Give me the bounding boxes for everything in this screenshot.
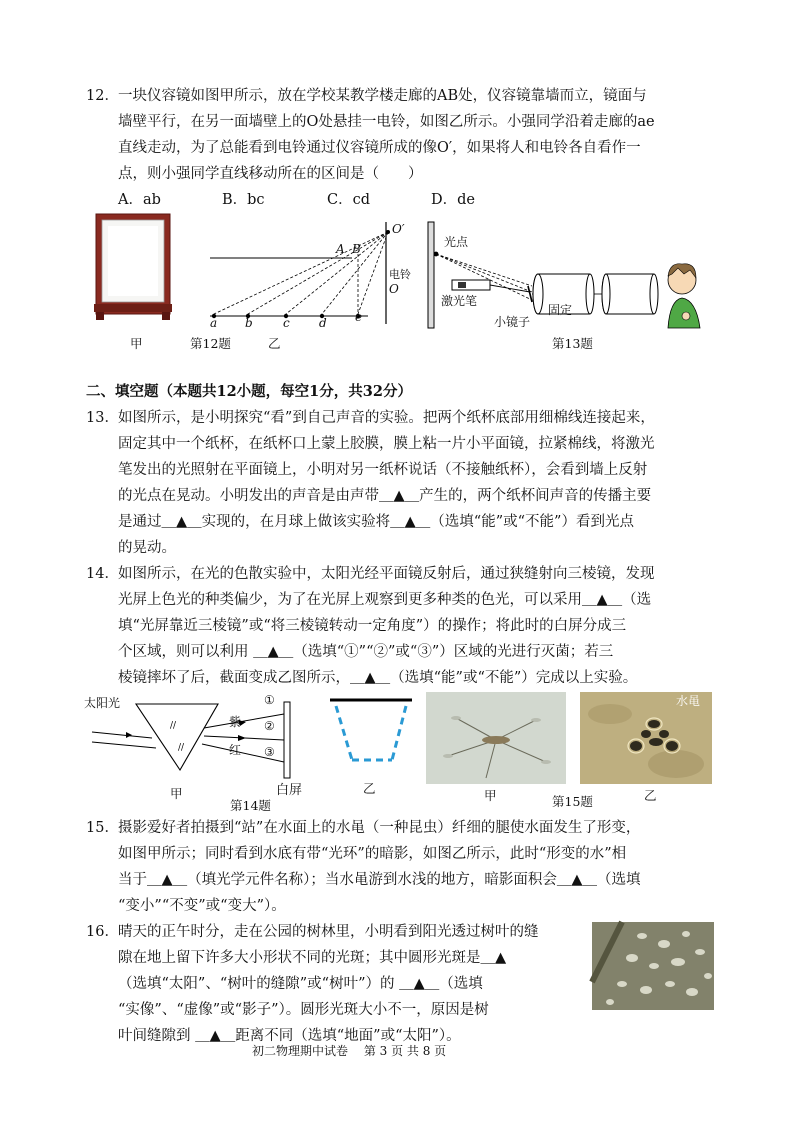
fig12-point-c: c: [283, 316, 290, 330]
fig12-point-e: e: [355, 310, 363, 324]
section-2-heading: 二、填空题（本题共12小题，每空1分，共32分）: [86, 383, 412, 400]
fig14-region-3: ③: [264, 745, 275, 759]
fig14-broken-prism-figure: [328, 694, 418, 768]
fig12-label-jia: 甲: [130, 336, 143, 351]
q16-line-4: “实像”、“虚像”或“影子”）。圆形光斑大小不一，原因是树: [118, 1002, 489, 1018]
fig12-point-d: d: [319, 316, 327, 330]
q13-line-1: 如图所示，是小明探究“看”到自己声音的实验。把两个纸杯底部用细棉线连接起来，: [118, 410, 655, 426]
fig14-sunlight-label: 太阳光: [84, 696, 121, 710]
fig15-label-jia: 甲: [484, 788, 497, 803]
fig12-point-o: O: [389, 282, 399, 296]
fig14-red-label: 红: [229, 743, 242, 757]
q12-line-4: 点，则小强同学直线移动所在的区间是（ ）: [118, 166, 423, 182]
q16-number: 16．: [86, 924, 119, 940]
q15-line-4: “变小”“不变”或“变大”）。: [118, 898, 286, 914]
q12-line-3: 直线走动，为了总能看到电铃通过仪容镜所成的像O′，如果将人和电铃各自看作一: [118, 140, 641, 156]
q12-line-1: 一块仪容镜如图甲所示，放在学校某教学楼走廊的AB处，仪容镜靠墙而立，镜面与: [118, 88, 647, 104]
q15-line-1: 摄影爱好者拍摄到“站”在水面上的水黾（一种昆虫）纤细的腿使水面发生了形变，: [118, 820, 641, 836]
fig14-label-jia: 甲: [170, 786, 183, 801]
fig14-purple-label: 紫: [229, 715, 242, 729]
fig12-ray-diagram: [200, 218, 420, 328]
q14-number: 14．: [86, 566, 119, 582]
dressing-mirror-figure: [94, 212, 174, 322]
q13-line-3: 笔发出的光照射在平面镜上，小明对另一纸杯说话（不接触纸杯），会看到墙上反射: [118, 462, 648, 478]
q13-line-6: 的晃动。: [118, 540, 176, 556]
q14-line-3: 填“光屏靠近三棱镜”或“将三棱镜转动一定角度”）的操作；将此时的白屏分成三: [118, 618, 627, 634]
q16-line-3: （选填“太阳”、“树叶的缝隙”或“树叶”）的 ＿▲＿（选填: [118, 976, 483, 992]
fig12-label-yi: 乙: [268, 336, 281, 351]
q14-line-5: 棱镜摔坏了后，截面变成乙图所示，＿▲＿（选填“能”或“不能”）完成以上实验。: [118, 670, 638, 686]
q16-line-1: 晴天的正午时分，走在公园的树林里，小明看到阳光透过树叶的缝: [118, 924, 539, 940]
fig15-strider-label: 水黾: [676, 694, 701, 708]
fig14-screen-label: 白屏: [276, 783, 303, 798]
q16-line-5: 叶间缝隙到 ＿▲＿距离不同（选填“地面”或“太阳”）。: [118, 1028, 461, 1044]
fig13-laser-cups-figure: [424, 220, 724, 332]
fig13-caption: 第13题: [552, 336, 593, 351]
q12-number: 12．: [86, 88, 119, 104]
fig15-label-yi: 乙: [644, 788, 657, 803]
fig13-mirror-label: 小镜子: [494, 315, 531, 329]
fig14-region-1: ①: [264, 693, 275, 707]
fig14-label-yi: 乙: [363, 781, 376, 796]
q12-option-a: A．ab: [118, 192, 161, 208]
q13-line-5: 是通过＿▲＿实现的，在月球上做该实验将＿▲＿（选填“能”或“不能”）看到光点: [118, 514, 634, 530]
q14-line-4: 个区域，则可以利用 ＿▲＿（选填“①”“②”或“③”）区域的光进行灭菌；若三: [118, 644, 614, 660]
fig12-caption: 第12题: [190, 336, 231, 351]
q12-line-2: 墙壁平行，在另一面墙壁上的O处悬挂一电铃，如图乙所示。小强同学沿着走廊的ae: [118, 114, 655, 130]
fig13-laser-label: 激光笔: [441, 294, 478, 308]
svg-text://: //: [178, 743, 185, 753]
q13-line-4: 的光点在晃动。小明发出的声音是由声带＿▲＿产生的，两个纸杯间声音的传播主要: [118, 488, 652, 504]
fig13-light-spot-label: 光点: [444, 235, 469, 249]
q13-number: 13．: [86, 410, 119, 426]
q16-line-2: 隙在地上留下许多大小形状不同的光斑；其中圆形光斑是＿▲: [118, 950, 507, 966]
q15-number: 15．: [86, 820, 119, 836]
fig15-water-strider-photo: [426, 692, 566, 784]
fig12-bell-label: 电铃: [389, 268, 411, 281]
q14-line-2: 光屏上色光的种类偏少，为了在光屏上观察到更多种类的色光，可以采用＿▲＿（选: [118, 592, 652, 608]
fig15-caption: 第15题: [552, 794, 593, 809]
q12-option-b: B．bc: [222, 192, 265, 208]
fig16-light-spots-photo: [592, 922, 714, 1010]
svg-text://: //: [170, 721, 177, 731]
fig12-point-a: A: [336, 242, 345, 256]
q15-line-3: 当于＿▲＿（填光学元件名称）；当水黾游到水浅的地方，暗影面积会＿▲＿（选填: [118, 872, 641, 888]
fig14-caption: 第14题: [230, 798, 271, 813]
page-footer: 初二物理期中试卷 第 3 页 共 8 页: [252, 1044, 447, 1058]
fig12-point-b-lower: b: [245, 316, 253, 330]
fig14-region-2: ②: [264, 719, 275, 733]
fig12-point-a-lower: a: [210, 316, 218, 330]
q12-option-d: D．de: [431, 192, 475, 208]
q15-line-2: 如图甲所示；同时看到水底有带“光环”的暗影，如图乙所示，此时“形变的水”相: [118, 846, 627, 862]
q13-line-2: 固定其中一个纸杯，在纸杯口上蒙上胶膜，膜上粘一片小平面镜，拉紧棉线，将激光: [118, 436, 655, 452]
fig13-fixed-label: 固定: [548, 303, 573, 317]
fig12-point-b: B: [352, 242, 361, 256]
fig12-point-o-prime: O′: [392, 222, 405, 236]
q12-option-c: C．cd: [327, 192, 370, 208]
q14-line-1: 如图所示，在光的色散实验中，太阳光经平面镜反射后，通过狭缝射向三棱镜，发现: [118, 566, 655, 582]
